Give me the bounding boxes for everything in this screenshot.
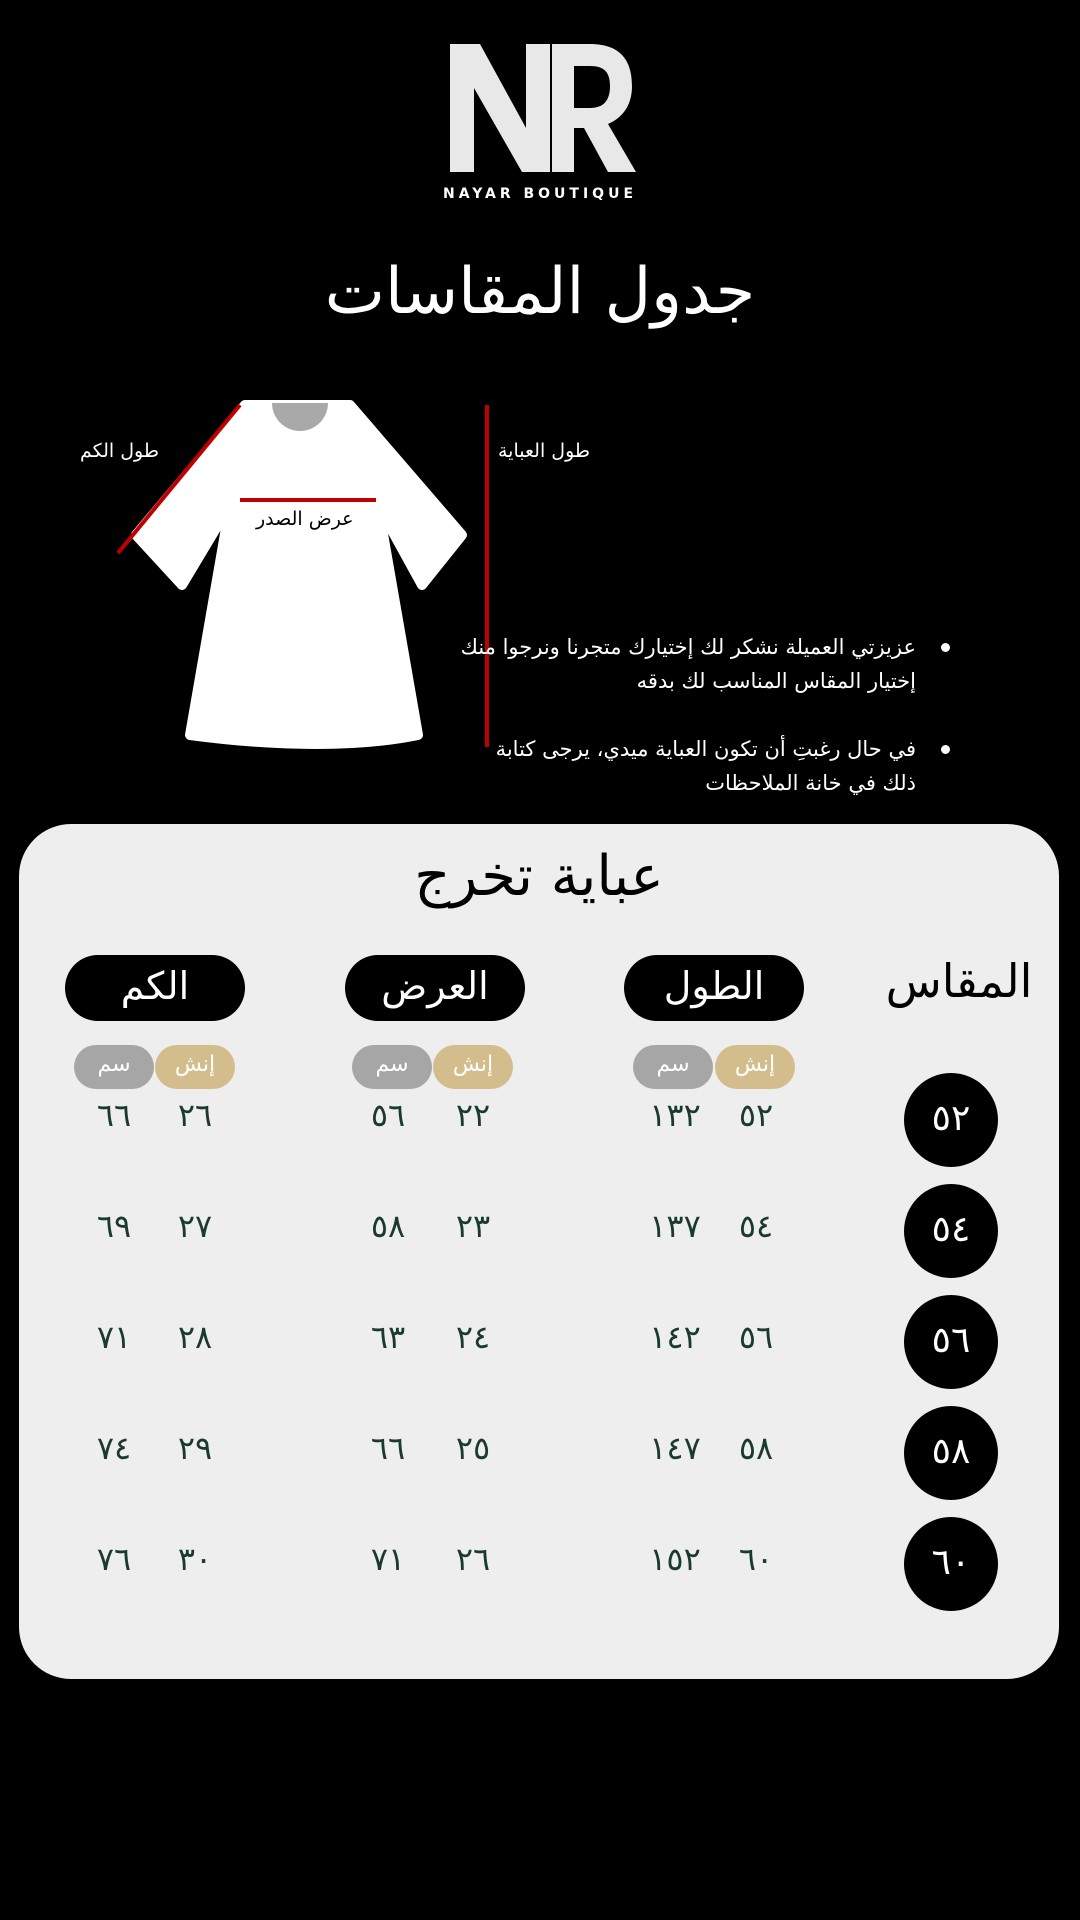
width-cm-value: ٥٨ xyxy=(370,1207,406,1245)
size-badge: ٥٤ xyxy=(904,1184,998,1278)
length-cm-value: ١٣٧ xyxy=(649,1207,701,1245)
sleeve-cm-value: ٧١ xyxy=(96,1318,132,1356)
page-title: جدول المقاسات xyxy=(324,255,756,329)
width-inch-pill: إنش xyxy=(433,1045,513,1089)
width-cm-value: ٦٣ xyxy=(370,1318,406,1356)
length-inch-value: ٥٤ xyxy=(738,1207,774,1245)
width-inch-value: ٢٤ xyxy=(455,1318,491,1356)
length-cm-value: ١٤٢ xyxy=(649,1318,701,1356)
sleeve-cm-value: ٧٤ xyxy=(96,1429,132,1467)
length-cm-value: ١٤٧ xyxy=(649,1429,701,1467)
sleeve-length-label: طول الكم xyxy=(80,440,159,462)
length-inch-value: ٦٠ xyxy=(738,1540,774,1578)
length-cm-value: ١٣٢ xyxy=(649,1096,701,1134)
size-badge: ٥٦ xyxy=(904,1295,998,1389)
width-cm-value: ٧١ xyxy=(370,1540,406,1578)
sleeve-inch-value: ٢٨ xyxy=(177,1318,213,1356)
length-column-header: الطول xyxy=(624,955,804,1021)
width-cm-value: ٦٦ xyxy=(370,1429,406,1467)
sleeve-column-header: الكم xyxy=(65,955,245,1021)
width-cm-value: ٥٦ xyxy=(370,1096,406,1134)
size-badge: ٥٢ xyxy=(904,1073,998,1167)
size-table-panel xyxy=(19,824,1059,1679)
width-column-header: العرض xyxy=(345,955,525,1021)
width-inch-value: ٢٢ xyxy=(455,1096,491,1134)
sleeve-cm-pill: سم xyxy=(74,1045,154,1089)
table-title: عباية تخرج xyxy=(414,844,664,909)
sleeve-cm-value: ٧٦ xyxy=(96,1540,132,1578)
note-item: عزيزتي العميلة نشكر لك إختيارك متجرنا ونرجوا منك إختيار المقاس المناسب لك بدقه xyxy=(460,630,940,698)
sleeve-inch-value: ٢٧ xyxy=(177,1207,213,1245)
chest-width-label: عرض الصدر xyxy=(256,508,354,530)
length-cm-pill: سم xyxy=(633,1045,713,1089)
notes-list xyxy=(460,630,940,834)
sleeve-cm-value: ٦٦ xyxy=(96,1096,132,1134)
nr-logo xyxy=(440,40,640,180)
length-inch-value: ٥٦ xyxy=(738,1318,774,1356)
width-inch-value: ٢٥ xyxy=(455,1429,491,1467)
width-cm-pill: سم xyxy=(352,1045,432,1089)
size-badge: ٥٨ xyxy=(904,1406,998,1500)
sleeve-cm-value: ٦٩ xyxy=(96,1207,132,1245)
sleeve-inch-value: ٢٦ xyxy=(177,1096,213,1134)
size-badge: ٦٠ xyxy=(904,1517,998,1611)
abaya-diagram xyxy=(100,395,520,755)
sleeve-inch-value: ٢٩ xyxy=(177,1429,213,1467)
length-inch-pill: إنش xyxy=(715,1045,795,1089)
sleeve-inch-pill: إنش xyxy=(155,1045,235,1089)
width-inch-value: ٢٦ xyxy=(455,1540,491,1578)
length-inch-value: ٥٨ xyxy=(738,1429,774,1467)
length-inch-value: ٥٢ xyxy=(738,1096,774,1134)
length-cm-value: ١٥٢ xyxy=(649,1540,701,1578)
size-column-header: المقاس xyxy=(885,954,1033,1008)
note-item: في حال رغبتِ أن تكون العباية ميدي، يرجى كتابة ذلك في خانة الملاحظات xyxy=(460,732,940,800)
brand-name: NAYAR BOUTIQUE xyxy=(442,186,638,202)
width-inch-value: ٢٣ xyxy=(455,1207,491,1245)
abaya-length-label: طول العباية xyxy=(498,440,591,462)
sleeve-inch-value: ٣٠ xyxy=(177,1540,213,1578)
